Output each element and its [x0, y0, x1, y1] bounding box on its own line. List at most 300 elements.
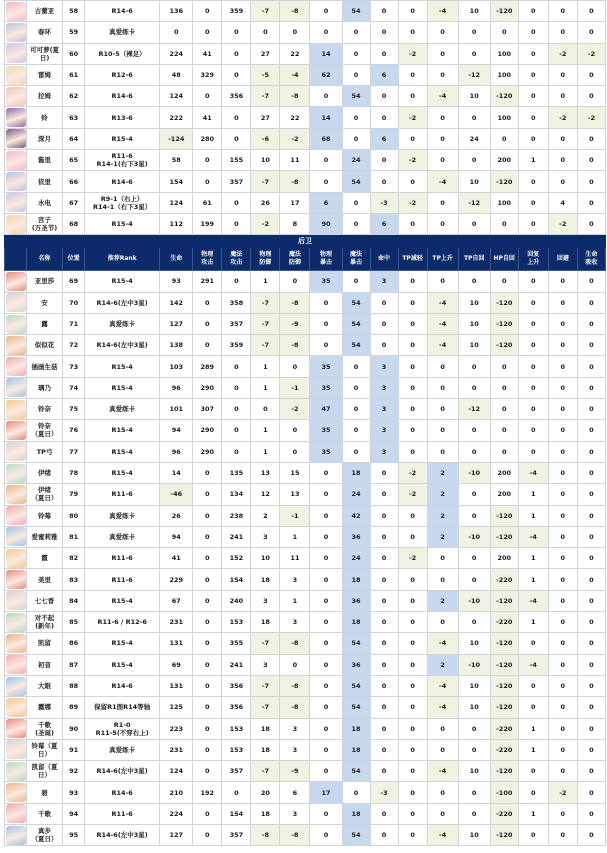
stat-cell: 0	[458, 782, 490, 803]
stat-cell: 0	[577, 739, 605, 760]
stat-cell: 0	[577, 654, 605, 675]
rank-cell: R1-0 R11-5(不穿右上)	[85, 718, 160, 739]
stat-cell: -2	[548, 43, 577, 64]
position-cell: 84	[63, 590, 85, 611]
stat-cell: 223	[160, 718, 193, 739]
stat-cell: 0	[370, 824, 398, 845]
stat-cell: 26	[160, 505, 193, 526]
stat-cell: 131	[160, 633, 193, 654]
stat-cell: 154	[222, 803, 251, 824]
avatar	[6, 527, 26, 546]
stat-cell: 0	[548, 739, 577, 760]
stat-cell: 0	[280, 271, 310, 292]
stat-cell: 0	[370, 150, 398, 171]
position-cell: 66	[63, 171, 85, 192]
stat-cell: 0	[398, 377, 427, 398]
stat-cell: -7	[251, 1, 280, 22]
stat-cell: 0	[548, 548, 577, 569]
avatar	[6, 108, 26, 127]
stat-cell: 0	[577, 313, 605, 334]
stat-cell: 0	[193, 824, 222, 845]
stat-cell: 0	[310, 171, 342, 192]
table-row	[5, 739, 606, 760]
position-cell: 90	[63, 718, 85, 739]
stat-cell: 11	[280, 150, 310, 171]
stat-cell: 0	[490, 271, 518, 292]
stat-cell: 0	[398, 782, 427, 803]
stat-cell: 200	[490, 548, 518, 569]
stat-cell: 11	[280, 548, 310, 569]
stat-cell: 0	[370, 803, 398, 824]
stat-cell: 0	[458, 612, 490, 633]
stat-cell: 224	[160, 803, 193, 824]
table-row	[5, 213, 606, 234]
stat-cell: 2	[427, 484, 458, 505]
stat-cell: 0	[310, 505, 342, 526]
stat-cell: 1	[518, 718, 548, 739]
stat-cell: 14	[310, 43, 342, 64]
stat-cell: 0	[370, 22, 398, 43]
stat-cell: 0	[370, 590, 398, 611]
table-row	[5, 171, 606, 192]
table-row	[5, 654, 606, 675]
stat-cell: 0	[193, 526, 222, 547]
table-body-top	[5, 1, 606, 235]
avatar-header	[5, 248, 27, 271]
stat-cell: 10	[458, 1, 490, 22]
stat-cell: 0	[577, 171, 605, 192]
rank-cell: R15-4	[85, 420, 160, 441]
stat-cell: 0	[370, 1, 398, 22]
column-header: 魔法 攻击	[222, 248, 251, 271]
stat-cell: 290	[193, 420, 222, 441]
stat-cell: 0	[342, 441, 370, 462]
stat-cell: 241	[222, 654, 251, 675]
column-header: 物理 攻击	[193, 248, 222, 271]
stat-cell: 14	[160, 462, 193, 483]
stat-cell: 0	[458, 377, 490, 398]
avatar-cell	[5, 107, 27, 128]
stat-cell: 3	[251, 590, 280, 611]
stat-cell: -4	[280, 64, 310, 85]
stat-cell: 0	[518, 697, 548, 718]
stat-cell: 241	[222, 526, 251, 547]
stat-cell: 10	[458, 675, 490, 696]
avatar	[6, 87, 26, 106]
name-cell: 安	[27, 292, 63, 313]
stat-cell: -220	[490, 612, 518, 633]
stat-cell: 0	[518, 86, 548, 107]
avatar-cell	[5, 633, 27, 654]
stat-cell: 0	[310, 761, 342, 782]
stat-cell: 0	[548, 420, 577, 441]
stat-cell: 18	[342, 569, 370, 590]
stat-cell: 0	[370, 335, 398, 356]
stat-cell: 54	[342, 335, 370, 356]
stat-cell: 0	[577, 399, 605, 420]
table-row	[5, 569, 606, 590]
stat-cell: 0	[370, 484, 398, 505]
stat-cell: 0	[458, 271, 490, 292]
stat-cell: 3	[370, 356, 398, 377]
avatar-cell	[5, 612, 27, 633]
stat-cell: -120	[490, 505, 518, 526]
table-row	[5, 271, 606, 292]
rank-cell: 真爱练卡	[85, 313, 160, 334]
stat-cell: 47	[310, 399, 342, 420]
stat-cell: 0	[398, 569, 427, 590]
stat-cell: -12	[458, 64, 490, 85]
stat-cell: 0	[342, 420, 370, 441]
stat-cell: 6	[310, 192, 342, 213]
avatar	[6, 804, 26, 823]
stat-cell: 0	[518, 271, 548, 292]
table-row	[5, 526, 606, 547]
stat-cell: 0	[310, 22, 342, 43]
rank-cell: R9-1（右上） R14-1（右下3星）	[85, 192, 160, 213]
stat-cell: -120	[490, 675, 518, 696]
stat-cell: 0	[458, 441, 490, 462]
avatar	[6, 2, 26, 21]
stat-cell: -120	[490, 335, 518, 356]
stat-cell: 0	[518, 441, 548, 462]
stat-cell: 289	[193, 356, 222, 377]
name-cell: 铃	[27, 107, 63, 128]
stat-cell: 357	[222, 761, 251, 782]
rank-cell: R11-6 / R12-6	[85, 612, 160, 633]
stat-cell: 0	[548, 1, 577, 22]
stat-cell: 127	[160, 824, 193, 845]
avatar-cell	[5, 824, 27, 845]
avatar	[6, 655, 26, 674]
stat-cell: 0	[222, 43, 251, 64]
stat-cell: 0	[577, 803, 605, 824]
name-cell: 铃莓	[27, 505, 63, 526]
stat-cell: -9	[280, 313, 310, 334]
table-row	[5, 612, 606, 633]
stat-cell: 0	[398, 356, 427, 377]
stat-cell: 0	[518, 213, 548, 234]
stat-cell: 125	[160, 697, 193, 718]
table-body-bottom	[5, 271, 606, 846]
stat-cell: 357	[222, 824, 251, 845]
stat-cell: 6	[280, 782, 310, 803]
stat-cell: 0	[458, 43, 490, 64]
stat-cell: 200	[490, 150, 518, 171]
stat-cell: 0	[548, 824, 577, 845]
avatar	[6, 272, 26, 291]
stat-cell: 17	[310, 782, 342, 803]
stat-cell: 0	[193, 590, 222, 611]
position-cell: 82	[63, 548, 85, 569]
stat-cell: -10	[458, 590, 490, 611]
stat-cell: 27	[251, 43, 280, 64]
section-backline	[5, 235, 606, 271]
stat-cell: 0	[370, 569, 398, 590]
stat-cell: 0	[310, 612, 342, 633]
rank-cell: R13-6	[85, 107, 160, 128]
stat-cell: 0	[398, 739, 427, 760]
stat-cell: -4	[427, 313, 458, 334]
stat-cell: 0	[310, 569, 342, 590]
stat-cell: 0	[398, 824, 427, 845]
stat-cell: 359	[222, 335, 251, 356]
avatar-cell	[5, 590, 27, 611]
stat-cell: 0	[342, 399, 370, 420]
stat-cell: 0	[193, 612, 222, 633]
position-cell: 81	[63, 526, 85, 547]
name-cell: 凯留	[27, 633, 63, 654]
stat-cell: 0	[310, 86, 342, 107]
stat-cell: 0	[518, 335, 548, 356]
table-row	[5, 377, 606, 398]
position-cell: 63	[63, 107, 85, 128]
column-header: 物理 暴击	[310, 248, 342, 271]
avatar	[6, 677, 26, 696]
stat-cell: 2	[427, 505, 458, 526]
stat-cell: 0	[548, 335, 577, 356]
avatar	[6, 315, 26, 334]
stat-cell: -220	[490, 718, 518, 739]
stat-cell: 0	[310, 150, 342, 171]
avatar	[6, 336, 26, 355]
table-row	[5, 64, 606, 85]
avatar-cell	[5, 128, 27, 149]
table-row	[5, 1, 606, 22]
stat-cell: 10	[458, 697, 490, 718]
stat-cell: 0	[427, 150, 458, 171]
table-row	[5, 107, 606, 128]
rank-cell: R14-6	[85, 171, 160, 192]
position-cell: 77	[63, 441, 85, 462]
stat-cell: 0	[427, 782, 458, 803]
stat-cell: -1	[280, 377, 310, 398]
stat-cell: 154	[222, 569, 251, 590]
stat-cell: 0	[518, 107, 548, 128]
stat-cell: 3	[370, 420, 398, 441]
stat-cell: 0	[193, 335, 222, 356]
rank-cell: R14-6	[85, 1, 160, 22]
stat-cell: 0	[458, 548, 490, 569]
stat-cell: 0	[370, 612, 398, 633]
stat-cell: -7	[251, 86, 280, 107]
stat-cell: 0	[577, 824, 605, 845]
position-cell: 59	[63, 22, 85, 43]
stat-cell: 3	[280, 803, 310, 824]
table-row	[5, 824, 606, 845]
stat-cell: 3	[370, 271, 398, 292]
position-cell: 76	[63, 420, 85, 441]
table-row	[5, 22, 606, 43]
stat-cell: 0	[222, 64, 251, 85]
stat-cell: 0	[193, 292, 222, 313]
stat-cell: 0	[548, 590, 577, 611]
stat-cell: 0	[342, 782, 370, 803]
stat-cell: 0	[427, 271, 458, 292]
stat-cell: 0	[370, 107, 398, 128]
stat-cell: -7	[251, 675, 280, 696]
stat-cell: 307	[193, 399, 222, 420]
stat-cell: 0	[370, 718, 398, 739]
stat-cell: 0	[548, 761, 577, 782]
stat-cell: 136	[160, 1, 193, 22]
rank-cell: R15-4	[85, 213, 160, 234]
stat-cell: 142	[160, 292, 193, 313]
stat-cell: 54	[342, 697, 370, 718]
column-header: 位置	[63, 248, 85, 271]
stat-cell: 41	[193, 107, 222, 128]
name-cell: 爱蜜莉雅	[27, 526, 63, 547]
stat-cell: 0	[398, 505, 427, 526]
table-row	[5, 441, 606, 462]
avatar-cell	[5, 803, 27, 824]
stat-cell: 0	[222, 377, 251, 398]
stat-cell: 0	[427, 803, 458, 824]
stat-cell: 0	[222, 420, 251, 441]
table-row	[5, 150, 606, 171]
stat-cell: -4	[518, 526, 548, 547]
avatar	[6, 698, 26, 717]
stat-cell: -120	[490, 654, 518, 675]
avatar-cell	[5, 43, 27, 64]
stat-cell: 134	[222, 484, 251, 505]
avatar	[6, 400, 26, 419]
rank-cell: R14-6(左中3星)	[85, 292, 160, 313]
avatar-cell	[5, 86, 27, 107]
avatar	[6, 421, 26, 440]
column-header: TP自回	[458, 248, 490, 271]
stat-cell: 0	[370, 526, 398, 547]
stat-cell: 0	[222, 399, 251, 420]
position-cell: 70	[63, 292, 85, 313]
stat-cell: -8	[280, 1, 310, 22]
stat-cell: 0	[577, 335, 605, 356]
stat-cell: 0	[458, 420, 490, 441]
name-cell: 露	[27, 313, 63, 334]
name-cell: 春环	[27, 22, 63, 43]
position-cell: 92	[63, 761, 85, 782]
stat-cell: 0	[193, 654, 222, 675]
stat-cell: 101	[160, 399, 193, 420]
stat-cell: 0	[160, 22, 193, 43]
stat-cell: 1	[251, 377, 280, 398]
stat-cell: 0	[310, 718, 342, 739]
stat-cell: -100	[490, 782, 518, 803]
table-row	[5, 675, 606, 696]
stat-cell: 0	[222, 213, 251, 234]
stat-cell: -7	[251, 171, 280, 192]
stat-cell: 0	[370, 761, 398, 782]
stat-cell: 0	[370, 292, 398, 313]
stat-cell: 36	[342, 654, 370, 675]
stat-cell: 0	[427, 569, 458, 590]
stat-cell: 0	[518, 420, 548, 441]
avatar-cell	[5, 526, 27, 547]
position-cell: 79	[63, 484, 85, 505]
stat-cell: 0	[548, 292, 577, 313]
stat-cell: 0	[427, 739, 458, 760]
stat-cell: 0	[427, 377, 458, 398]
position-cell: 67	[63, 192, 85, 213]
stat-cell: 42	[342, 505, 370, 526]
table-row	[5, 399, 606, 420]
stat-cell: -120	[490, 313, 518, 334]
stat-cell: 0	[193, 86, 222, 107]
stat-cell: -4	[427, 824, 458, 845]
stat-cell: 290	[193, 377, 222, 398]
rank-cell: R14-6(左中3星)	[85, 824, 160, 845]
avatar	[6, 740, 26, 759]
stat-cell: 6	[370, 64, 398, 85]
stat-cell: 0	[310, 1, 342, 22]
stat-cell: 0	[251, 399, 280, 420]
stat-cell: -4	[427, 1, 458, 22]
stat-cell: 124	[160, 192, 193, 213]
stat-cell: 1	[251, 441, 280, 462]
stat-cell: 0	[427, 441, 458, 462]
stat-cell: 18	[251, 739, 280, 760]
stat-cell: 100	[490, 43, 518, 64]
stat-cell: 0	[518, 399, 548, 420]
stat-cell: -3	[370, 192, 398, 213]
avatar-cell	[5, 171, 27, 192]
stat-cell: 231	[160, 739, 193, 760]
stat-cell: 0	[398, 654, 427, 675]
table-row	[5, 590, 606, 611]
stat-cell: 0	[398, 86, 427, 107]
rank-cell: R15-4	[85, 462, 160, 483]
stat-cell: 0	[310, 824, 342, 845]
stat-cell: 27	[251, 107, 280, 128]
stat-cell: 100	[490, 192, 518, 213]
avatar-cell	[5, 718, 27, 739]
stat-cell: 18	[251, 803, 280, 824]
stat-cell: 0	[577, 292, 605, 313]
stat-cell: 0	[222, 107, 251, 128]
stat-cell: 35	[310, 441, 342, 462]
stat-cell: 210	[160, 782, 193, 803]
stat-cell: 0	[193, 505, 222, 526]
table-row	[5, 548, 606, 569]
stat-cell: 0	[490, 399, 518, 420]
table-row	[5, 356, 606, 377]
stat-cell: 0	[458, 356, 490, 377]
column-header: 命中	[370, 248, 398, 271]
stat-cell: -2	[548, 107, 577, 128]
stat-cell: -12	[458, 192, 490, 213]
stat-cell: -5	[251, 64, 280, 85]
stat-cell: 154	[160, 171, 193, 192]
position-cell: 95	[63, 824, 85, 845]
stat-cell: 0	[548, 505, 577, 526]
stat-cell: -120	[490, 697, 518, 718]
stat-cell: 0	[310, 462, 342, 483]
stat-cell: -2	[398, 462, 427, 483]
stat-cell: 10	[251, 150, 280, 171]
stat-cell: -8	[280, 675, 310, 696]
stat-cell: 54	[342, 675, 370, 696]
name-cell: 千歌 (圣诞)	[27, 718, 63, 739]
stat-cell: -8	[280, 171, 310, 192]
stat-cell: 138	[160, 335, 193, 356]
name-cell: 水电	[27, 192, 63, 213]
stat-cell: 0	[427, 22, 458, 43]
stat-cell: 0	[577, 192, 605, 213]
stat-cell: 0	[577, 761, 605, 782]
stat-cell: 0	[427, 612, 458, 633]
name-cell: 大眼	[27, 675, 63, 696]
stat-cell: 35	[310, 356, 342, 377]
